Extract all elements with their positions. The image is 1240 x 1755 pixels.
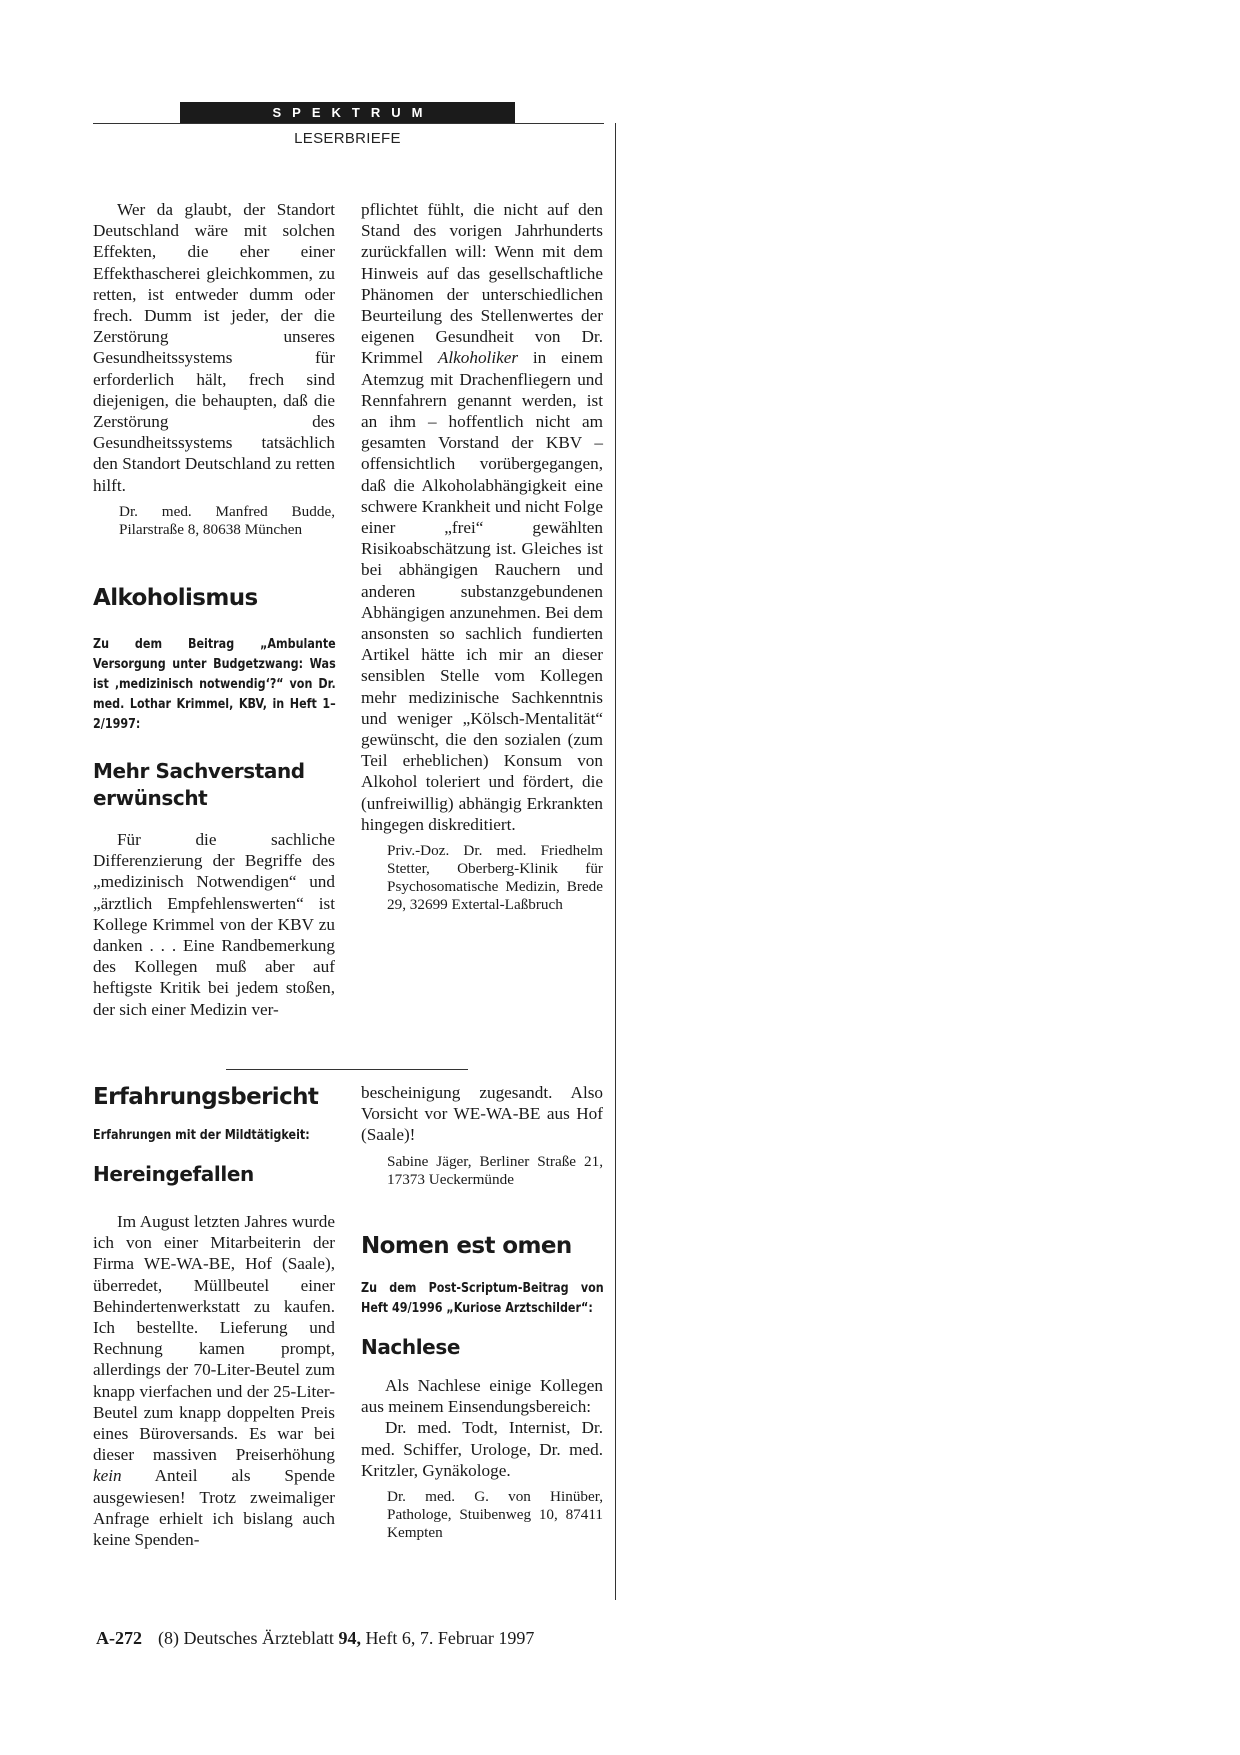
nomen-intro: Zu dem Post-Scriptum-Beitrag von Heft 49/1996 „Kuriose Arztschilder“: xyxy=(361,1280,604,1316)
nomen-signature: Dr. med. G. von Hinüber, Pathologe, Stuibenweg 10, 87411 Kempten xyxy=(387,1488,603,1542)
letter-budde-signature: Dr. med. Manfred Budde, Pilarstraße 8, 80638 München xyxy=(119,502,335,538)
alkoholismus-heading: Alkoholismus xyxy=(93,585,258,611)
footer-volume: 94, xyxy=(338,1628,361,1648)
alkoholismus-body-col2 xyxy=(361,199,603,914)
alkoholismus-text-col2-a: pflichtet fühlt, die nicht auf den Stand des vorigen Jahrhunderts zurückfallen will: Wenn mit dem Hinweis auf das gesellschaftliche Phänomen der unterschiedlichen Beurteilung des Stellenwertes der eigenen Gesundheit von Dr. Krimmel xyxy=(361,200,603,368)
article-alkoholismus xyxy=(93,584,335,734)
subsection-title: LESERBRIEFE xyxy=(294,130,401,147)
section-band xyxy=(180,102,515,123)
header-rule xyxy=(93,123,604,124)
footer-publication: (8) Deutsches Ärzteblatt xyxy=(158,1628,339,1648)
alkoholismus-title: Mehr Sachverstand erwünscht xyxy=(93,759,305,810)
nomen-heading: Nomen est omen xyxy=(361,1233,572,1259)
alkoholismus-intro: Zu dem Beitrag „Ambulante Versorgung unter Budgetzwang: Was ist ‚medizinisch notwendig‘?“ von Dr. med. Lothar Krimmel, KBV, in Heft 1–2/1997: xyxy=(93,636,336,732)
page-number: A-272 xyxy=(96,1628,142,1648)
alkoholismus-text-col1: Für die sachliche Differenzierung der Begriffe des „medizinisch Notwendigen“ und „ärztlich Empfehlenswerten“ ist Kollege Krimmel von der KBV zu danken . . . Eine Randbemerkung des Kollegen muß aber auf heftigste Kritik bei jedem stoßen, der sich einer Medizin ver- xyxy=(93,830,335,1019)
erfahrungsbericht-text-a: Im August letzten Jahres wurde ich von einer Mitarbeiterin der Firma WE-WA-BE, Hof (Saale), überredet, Müllbeutel einer Behindertenwerkstatt zu kaufen. Ich bestellte. Lieferung und Rechnung kamen prompt, allerdings der 70-Liter-Beutel zum knapp vierfachen und der 25-Liter-Beutel zum knapp doppelten Preis eines Büroversands. Es war bei dieser massiven Preiserhöhung xyxy=(93,1212,335,1465)
article-nomen-est-omen xyxy=(361,1232,603,1542)
column-rule xyxy=(615,123,616,1600)
letter-budde xyxy=(93,199,335,539)
section-title: SPEKTRUM xyxy=(272,105,434,120)
nomen-list: Dr. med. Todt, Internist, Dr. med. Schiffer, Urologe, Dr. med. Kritzler, Gynäkologe. xyxy=(361,1418,603,1480)
article-erfahrungsbericht xyxy=(93,1083,335,1188)
erfahrungsbericht-text-col2: bescheinigung zugesandt. Also Vorsicht vor WE-WA-BE aus Hof (Saale)! xyxy=(361,1083,603,1145)
erfahrungsbericht-intro: Erfahrungen mit der Mildtätigkeit: xyxy=(93,1127,310,1143)
alkoholismus-text-col2-b: in einem Atemzug mit Drachenfliegern und Rennfahrern genannt werden, ist an ihm – hoffentlich nicht am gesamten Vorstand der KBV – offensichtlich vorübergegangen, daß die Alkoholabhängigkeit eine schwere Krankheit und nicht Folge einer „frei“ gewählten Risikoabschätzung ist. Gleiches ist bei abhängigen Rauchern und anderen substanzgebundenen Abhängigen anzunehmen. Bei dem ansonsten so sachlich fundierten Artikel hätte ich mir an dieser sensiblen Stelle vom Kollegen mehr medizinische Sachkenntnis und weniger „Kölsch-Mentalität“ gewünscht, die den sozialen (zum Teil erheblichen) Konsum von Alkohol toleriert und fördert, die (unfreiwillig) abhängig Erkrankten hingegen diskreditiert. xyxy=(361,348,603,834)
nomen-title: Nachlese xyxy=(361,1335,461,1359)
page-footer xyxy=(96,1628,616,1649)
mid-rule xyxy=(226,1069,468,1070)
erfahrungsbericht-body xyxy=(93,1211,335,1550)
erfahrungsbericht-text xyxy=(93,1211,335,1550)
footer-issue: Heft 6, 7. Februar 1997 xyxy=(360,1628,535,1648)
letter-budde-text: Wer da glaubt, der Standort Deutschland wäre mit solchen Effekten, die eher einer Effekthascherei gleichkommen, zu retten, ist entweder dumm oder frech. Dumm ist jeder, der die Zerstörung unseres Gesundheitssystems für erforderlich hält, frech sind diejenigen, die behaupten, daß die Zerstörung des Gesundheitssystems tatsächlich den Standort Deutschland zu retten hilft. xyxy=(93,200,335,495)
erfahrungsbericht-heading: Erfahrungsbericht xyxy=(93,1084,319,1110)
alkoholismus-signature: Priv.-Doz. Dr. med. Friedhelm Stetter, Oberberg-Klinik für Psychosomatische Medizin, Brede 29, 32699 Extertal-Laßbruch xyxy=(387,842,603,914)
alkoholismus-text-col2-em: Alkoholiker xyxy=(437,348,519,368)
alkoholismus-body-col1 xyxy=(93,829,335,1020)
erfahrungsbericht-text-em: kein xyxy=(93,1466,122,1486)
erfahrungsbericht-text-b: Anteil als Spende ausgewiesen! Trotz zweimaliger Anfrage erhielt ich bislang auch keine Spenden- xyxy=(93,1466,335,1550)
erfahrungsbericht-title: Hereingefallen xyxy=(93,1162,254,1186)
alkoholismus-text-col2 xyxy=(361,199,603,835)
alkoholismus-title-block xyxy=(93,758,335,812)
erfahrungsbericht-continued xyxy=(361,1082,603,1189)
erfahrungsbericht-signature: Sabine Jäger, Berliner Straße 21, 17373 Ueckermünde xyxy=(387,1152,603,1188)
nomen-text: Als Nachlese einige Kollegen aus meinem Einsendungsbereich: xyxy=(361,1376,603,1417)
